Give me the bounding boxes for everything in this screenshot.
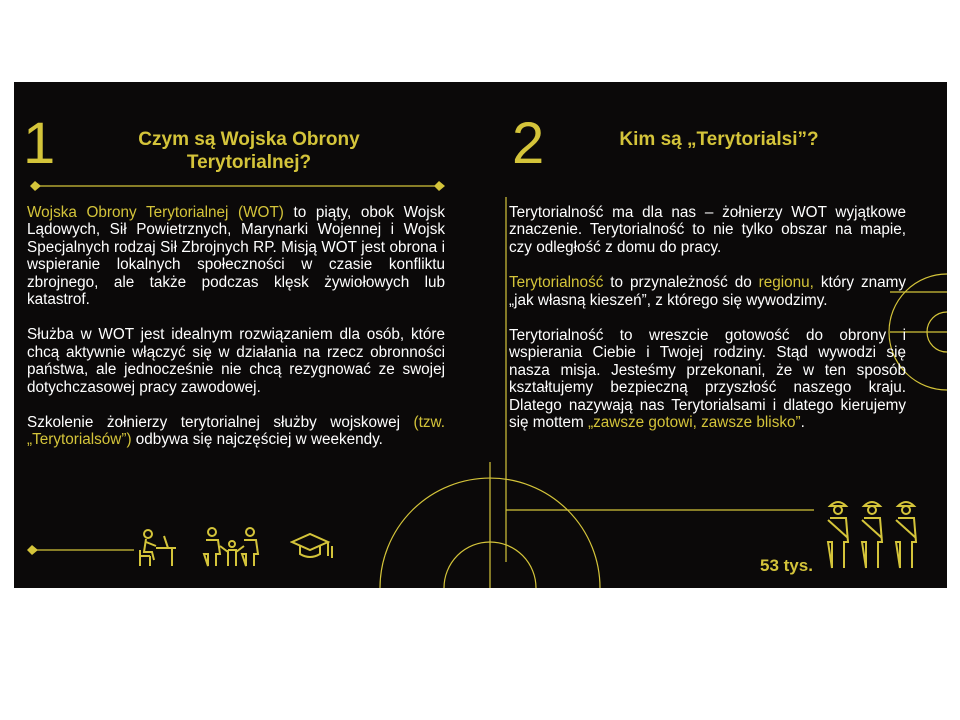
left-title xyxy=(104,128,394,174)
left-title-line2: Terytorialnej? xyxy=(186,152,312,173)
student-at-desk-icon xyxy=(136,528,180,568)
infographic-panel xyxy=(14,82,947,588)
soldiers-icon xyxy=(820,498,924,570)
terytorialsow-highlight: (tzw. „Terytorialsów”) xyxy=(27,414,445,449)
left-paragraph-3-b: odbywa się najczęściej w weekendy. xyxy=(131,431,383,449)
stat-53-tys: 53 tys. xyxy=(760,556,813,575)
motto-highlight: „zawsze gotowi, zawsze blisko” xyxy=(588,414,801,432)
right-paragraph-2-b: który znamy „jak własną kieszeń”, z którego się wywodzimy. xyxy=(509,274,906,309)
left-paragraph-1 xyxy=(27,204,445,308)
right-paragraph-3-b: . xyxy=(800,414,805,432)
right-paragraph-1: Terytorialność ma dla nas – żołnierzy WOT wyjątkowe znaczenie. Terytorialność to nie tylko obszar na mapie, czy odległość z domu do pracy. xyxy=(509,204,906,256)
left-title-line1: Czym są Wojska Obrony xyxy=(138,129,360,150)
graduation-cap-icon xyxy=(290,532,336,562)
section-number-1: 1 xyxy=(23,111,56,176)
regionu-highlight: regionu, xyxy=(758,274,814,292)
left-paragraph-2: Służba w WOT jest idealnym rozwiązaniem dla osób, które chcą aktywnie włączyć się w działania na rzecz obronności państwa, ale jednocześnie nie chcą rezygnować ze swojej dotychczasowej pracy zawodowej. xyxy=(27,326,445,396)
right-title: Kim są „Terytorialsi”? xyxy=(619,129,819,150)
terytorialnosc-highlight: Terytorialność xyxy=(509,274,604,292)
wot-highlight: Wojska Obrony Terytorialnej (WOT) xyxy=(27,204,284,221)
right-paragraph-3-a: Terytorialność to wreszcie gotowość do obrony i wspierania Ciebie i Twojej rodziny. Stąd wywodzi się nasza misja. Jesteśmy przekonani, że w ten sposób kształtujemy bezpieczną przyszłość naszego kraju. Dlatego nazywają nas Terytorialsami i dlatego kierujemy się mottem xyxy=(509,327,906,432)
right-body xyxy=(509,204,906,449)
left-body xyxy=(27,204,445,467)
right-paragraph-2 xyxy=(509,274,906,309)
section-number-2: 2 xyxy=(512,111,545,176)
left-paragraph-1-text: to piąty, obok Wojsk Lądowych, Sił Powietrznych, Marynarki Wojennej i Wojsk Specjalnych rodzaj Sił Zbrojnych RP. Misją WOT jest obrona i wspieranie lokalnych społeczności w czasie konfliktu zbrojnego, ale także podczas klęsk żywiołowych lub katastrof. xyxy=(27,204,446,309)
right-paragraph-2-a: to przynależność do xyxy=(603,274,759,292)
left-paragraph-3 xyxy=(27,414,445,449)
left-paragraph-3-a: Szkolenie żołnierzy terytorialnej służby wojskowej xyxy=(27,414,414,432)
family-icon xyxy=(198,526,266,568)
right-paragraph-3 xyxy=(509,327,906,431)
